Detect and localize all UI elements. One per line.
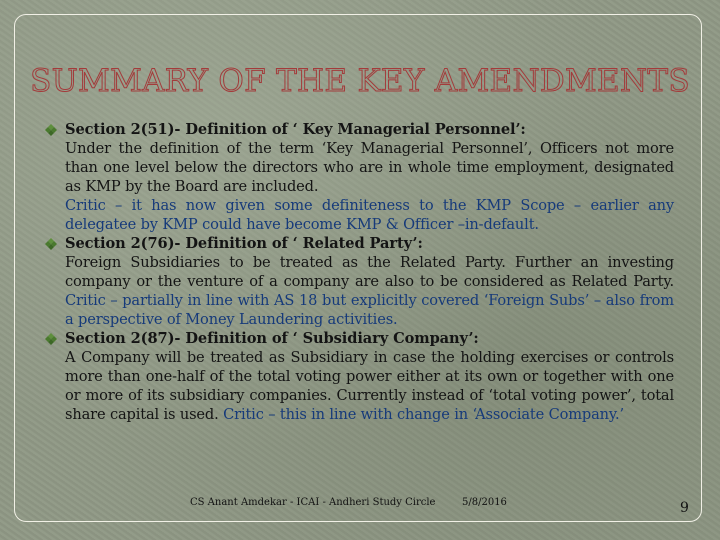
- slide-content: [44, 120, 674, 424]
- bullet-heading-text: Section 2(87)- Definition of ‘ Subsidiary Company’:: [65, 330, 479, 347]
- critic-text: Critic – partially in line with AS 18 but explicitly covered ‘Foreign Subs’ – also from a perspective of Money Laundering activities.: [65, 292, 674, 328]
- bullet-critic-kmp: [44, 196, 674, 234]
- bullet-heading-kmp: [44, 120, 674, 139]
- body-text: A Company will be treated as Subsidiary in case the holding exercises or controls more than one-half of the total voting power either at its own or together with one or more of its subsidiary companies. Currently instead of ‘total voting power’, total share capital is used.: [65, 349, 674, 423]
- page-number: 9: [680, 500, 689, 516]
- bullet-body-kmp: [44, 139, 674, 196]
- body-text: Foreign Subsidiaries to be treated as the Related Party. Further an investing company or the venture of a company are also to be considered as Related Party.: [65, 254, 674, 290]
- bullet-heading-text: Section 2(76)- Definition of ‘ Related Party’:: [65, 235, 423, 252]
- bullet-heading-text: Section 2(51)- Definition of ‘ Key Managerial Personnel’:: [65, 121, 526, 138]
- diamond-bullet-icon: [44, 332, 58, 346]
- bullet-heading-subsidiary: [44, 329, 674, 348]
- footer-date: 5/8/2016: [462, 497, 507, 508]
- bullet-heading-related-party: [44, 234, 674, 253]
- footer-author: CS Anant Amdekar - ICAI - Andheri Study Circle: [190, 497, 436, 508]
- bullet-body-subsidiary: [44, 348, 674, 424]
- critic-text: Critic – this in line with change in ‘Associate Company.’: [223, 406, 625, 423]
- bullet-body-related-party: [44, 253, 674, 329]
- diamond-bullet-icon: [44, 237, 58, 251]
- slide-title: SUMMARY OF THE KEY AMENDMENTS: [30, 63, 690, 99]
- diamond-bullet-icon: [44, 123, 58, 137]
- critic-text: Critic – it has now given some definiteness to the KMP Scope – earlier any delegatee by KMP could have become KMP & Officer –in-default.: [65, 197, 674, 233]
- body-text: Under the definition of the term ‘Key Managerial Personnel’, Officers not more than one level below the directors who are in whole time employment, designated as KMP by the Board are included.: [65, 140, 674, 195]
